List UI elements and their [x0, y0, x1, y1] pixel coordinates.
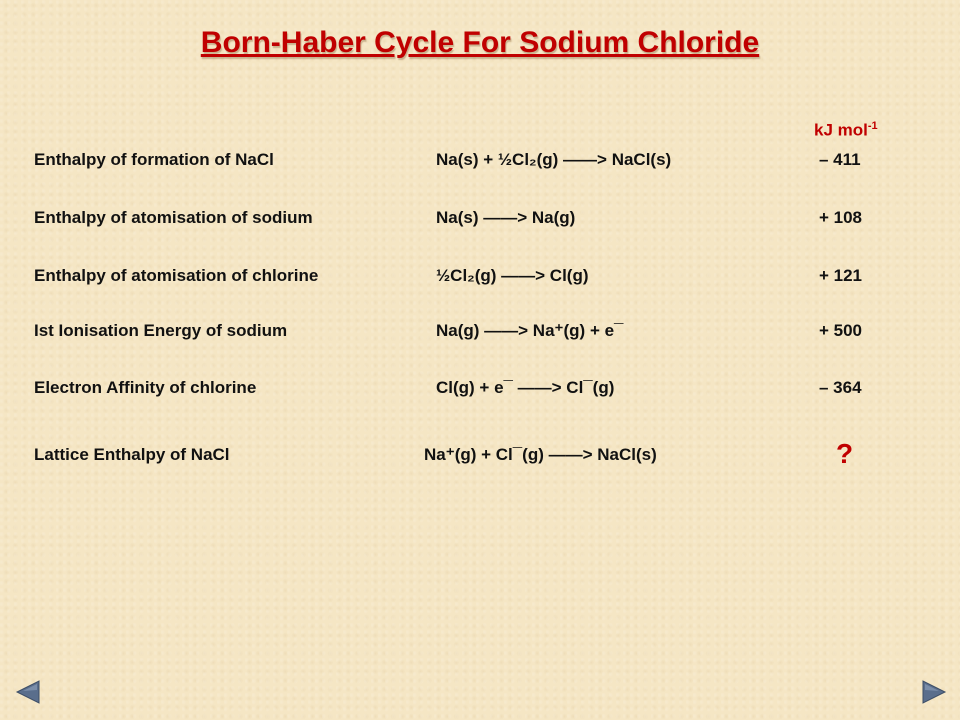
row-label: Enthalpy of formation of NaCl [34, 150, 274, 169]
row-enthalpy-formation [0, 150, 960, 174]
triangle-left-icon [15, 679, 41, 705]
row-lattice-enthalpy [0, 445, 960, 469]
row-label: Enthalpy of atomisation of chlorine [34, 266, 319, 285]
units-text: kJ mol [814, 120, 868, 140]
row-value: + 108 [819, 208, 863, 227]
row-value: + 500 [819, 321, 863, 340]
row-equation: Na⁺(g) + Cl¯(g) ——> NaCl(s) [424, 445, 657, 464]
row-value: + 121 [819, 266, 863, 285]
previous-slide-button[interactable] [14, 678, 42, 706]
row-equation: Na(s) + ½Cl₂(g) ——> NaCl(s) [436, 150, 672, 169]
row-label: Enthalpy of atomisation of sodium [34, 208, 313, 227]
next-slide-button[interactable] [920, 678, 948, 706]
row-label: Lattice Enthalpy of NaCl [34, 445, 230, 464]
row-atomisation-chlorine [0, 266, 960, 290]
triangle-right-icon [921, 679, 947, 705]
units-header [814, 120, 878, 141]
unknown-value: ? [836, 438, 854, 469]
row-value: – 364 [819, 378, 862, 397]
row-value: – 411 [819, 150, 861, 169]
row-atomisation-sodium [0, 208, 960, 232]
row-equation: Na(s) ——> Na(g) [436, 208, 576, 227]
row-electron-affinity [0, 378, 960, 402]
units-superscript: -1 [867, 120, 878, 132]
row-equation: ½Cl₂(g) ——> Cl(g) [436, 266, 589, 285]
row-equation: Na(g) ——> Na⁺(g) + e¯ [436, 321, 624, 340]
row-equation: Cl(g) + e¯ ——> Cl¯(g) [436, 378, 615, 397]
row-label: Electron Affinity of chlorine [34, 378, 257, 397]
slide-title: Born-Haber Cycle For Sodium Chloride [200, 26, 760, 59]
row-label: Ist Ionisation Energy of sodium [34, 321, 288, 340]
row-ionisation-energy [0, 321, 960, 345]
